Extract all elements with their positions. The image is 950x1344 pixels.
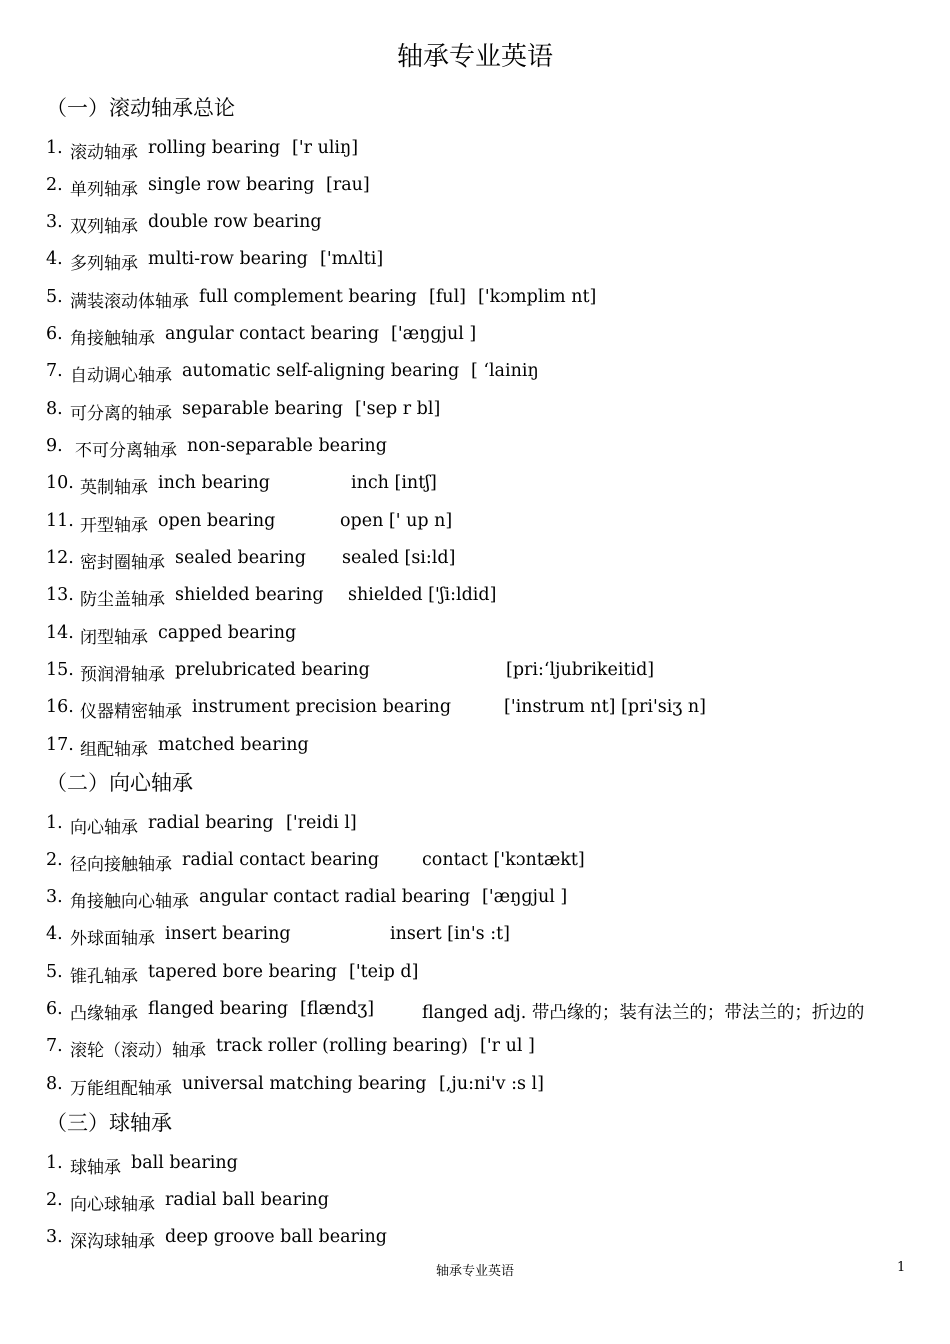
term-entry bbox=[46, 962, 906, 986]
term-chinese: 外球面轴承 bbox=[70, 929, 155, 949]
term-english: prelubricated bearing bbox=[175, 660, 370, 680]
term-pronunciation: [,ju:ni'v :s l] bbox=[439, 1074, 544, 1094]
term-entry bbox=[46, 1227, 906, 1251]
term-pronunciation: ['reidi l] bbox=[286, 813, 357, 833]
term-pronunciation: [ful] bbox=[429, 287, 466, 307]
term-chinese: 凸缘轴承 bbox=[70, 1004, 138, 1024]
term-english: single row bearing bbox=[148, 175, 315, 195]
term-chinese: 双列轴承 bbox=[70, 217, 138, 237]
term-number: 8. bbox=[46, 1074, 63, 1094]
term-entry bbox=[46, 887, 906, 911]
term-entry bbox=[46, 1036, 906, 1060]
term-chinese: 滚轮（滚动）轴承 bbox=[70, 1041, 206, 1061]
term-chinese: 向心球轴承 bbox=[70, 1195, 155, 1215]
term-english: ball bearing bbox=[131, 1153, 238, 1173]
term-entry bbox=[46, 924, 906, 948]
term-entry bbox=[46, 511, 906, 535]
term-number: 7. bbox=[46, 1036, 63, 1056]
term-number: 3. bbox=[46, 887, 63, 907]
term-pronunciation: ['instrum nt] [pri'siʒ n] bbox=[504, 697, 706, 717]
term-english: non-separable bearing bbox=[187, 436, 387, 456]
term-number: 10. bbox=[46, 473, 74, 493]
term-number: 2. bbox=[46, 1190, 63, 1210]
term-chinese: 预润滑轴承 bbox=[80, 665, 165, 685]
term-pronunciation: shielded ['ʃi:ldid] bbox=[348, 585, 497, 605]
term-number: 6. bbox=[46, 999, 63, 1019]
term-number: 2. bbox=[46, 850, 63, 870]
term-pronunciation: insert [in's :t] bbox=[390, 924, 510, 944]
term-chinese: 不可分离轴承 bbox=[75, 441, 177, 461]
term-entry bbox=[46, 735, 906, 759]
term-entry bbox=[46, 138, 906, 162]
term-english: inch bearing bbox=[158, 473, 270, 493]
term-entry bbox=[46, 361, 906, 385]
term-pronunciation: [pri:‘ljubrikeitid] bbox=[506, 660, 655, 680]
term-entry bbox=[46, 1190, 906, 1214]
term-chinese: 单列轴承 bbox=[70, 180, 138, 200]
term-number: 16. bbox=[46, 697, 74, 717]
term-english: open bearing bbox=[158, 511, 276, 531]
term-english: radial ball bearing bbox=[165, 1190, 330, 1210]
term-pronunciation: ['æŋɡjul ] bbox=[482, 887, 568, 907]
term-english: full complement bearing bbox=[199, 287, 417, 307]
term-entry bbox=[46, 324, 906, 348]
footer-title: 轴承专业英语 bbox=[435, 1264, 514, 1279]
term-english: capped bearing bbox=[158, 623, 297, 643]
term-number: 2. bbox=[46, 175, 63, 195]
term-entry bbox=[46, 813, 906, 837]
term-entry bbox=[46, 287, 906, 311]
term-english: angular contact bearing bbox=[165, 324, 380, 344]
term-entry bbox=[46, 548, 906, 572]
term-number: 11. bbox=[46, 511, 74, 531]
term-number: 14. bbox=[46, 623, 74, 643]
term-number: 17. bbox=[46, 735, 74, 755]
term-pronunciation: ['teip d] bbox=[349, 962, 419, 982]
term-number: 5. bbox=[46, 962, 63, 982]
term-english: angular contact radial bearing bbox=[199, 887, 471, 907]
term-entry bbox=[46, 436, 906, 460]
term-chinese: 自动调心轴承 bbox=[70, 366, 172, 386]
term-entry bbox=[46, 399, 906, 423]
term-number: 3. bbox=[46, 212, 63, 232]
term-chinese: 角接触向心轴承 bbox=[70, 892, 189, 912]
section-heading: （一）滚动轴承总论 bbox=[46, 96, 235, 120]
term-pronunciation: ['r uliŋ] bbox=[292, 138, 359, 158]
term-chinese: 满装滚动体轴承 bbox=[70, 292, 189, 312]
term-chinese: 球轴承 bbox=[70, 1158, 121, 1178]
term-english: track roller (rolling bearing) bbox=[216, 1036, 468, 1056]
term-pronunciation: flanged adj. 带凸缘的；装有法兰的；带法兰的；折边的 bbox=[422, 1003, 865, 1023]
term-entry bbox=[46, 473, 906, 497]
term-pronunciation: ['r ul ] bbox=[480, 1036, 535, 1056]
term-entry bbox=[46, 1153, 906, 1177]
term-number: 6. bbox=[46, 324, 63, 344]
term-english: sealed bearing bbox=[175, 548, 306, 568]
term-number: 1. bbox=[46, 813, 63, 833]
term-number: 8. bbox=[46, 399, 63, 419]
term-pronunciation: sealed [si:ld] bbox=[342, 548, 456, 568]
term-chinese: 向心轴承 bbox=[70, 818, 138, 838]
term-entry bbox=[46, 212, 906, 236]
term-chinese: 滚动轴承 bbox=[70, 143, 138, 163]
term-english: shielded bearing bbox=[175, 585, 324, 605]
term-chinese: 锥孔轴承 bbox=[70, 967, 138, 987]
term-number: 1. bbox=[46, 1153, 63, 1173]
term-english: multi-row bearing bbox=[148, 249, 308, 269]
term-english: universal matching bearing bbox=[182, 1074, 427, 1094]
term-chinese: 可分离的轴承 bbox=[70, 404, 172, 424]
term-chinese: 组配轴承 bbox=[80, 740, 148, 760]
term-english: insert bearing bbox=[165, 924, 291, 944]
term-chinese: 仪器精密轴承 bbox=[80, 702, 182, 722]
term-chinese: 径向接触轴承 bbox=[70, 855, 172, 875]
term-pronunciation: [rau] bbox=[326, 175, 370, 195]
term-chinese: 深沟球轴承 bbox=[70, 1232, 155, 1252]
term-number: 7. bbox=[46, 361, 63, 381]
term-chinese: 开型轴承 bbox=[80, 516, 148, 536]
term-english: deep groove ball bearing bbox=[165, 1227, 387, 1247]
term-english: flanged bearing bbox=[148, 999, 289, 1019]
term-entry bbox=[46, 249, 906, 273]
term-chinese: 多列轴承 bbox=[70, 254, 138, 274]
term-pronunciation: ['kɔmplim nt] bbox=[478, 287, 597, 307]
term-english: rolling bearing bbox=[148, 138, 281, 158]
term-english: tapered bore bearing bbox=[148, 962, 337, 982]
term-entry bbox=[46, 175, 906, 199]
term-pronunciation: inch [intʃ] bbox=[351, 473, 437, 493]
term-pronunciation: ['mʌlti] bbox=[320, 249, 384, 269]
term-number: 9. bbox=[46, 436, 63, 456]
term-entry bbox=[46, 660, 906, 684]
term-entry bbox=[46, 850, 906, 874]
term-entry bbox=[46, 697, 906, 721]
term-chinese: 角接触轴承 bbox=[70, 329, 155, 349]
term-number: 5. bbox=[46, 287, 63, 307]
term-entry bbox=[46, 585, 906, 609]
term-number: 4. bbox=[46, 249, 63, 269]
term-chinese: 闭型轴承 bbox=[80, 628, 148, 648]
term-english: separable bearing bbox=[182, 399, 343, 419]
term-chinese: 密封圈轴承 bbox=[80, 553, 165, 573]
term-english: double row bearing bbox=[148, 212, 322, 232]
term-number: 4. bbox=[46, 924, 63, 944]
term-pronunciation: open [' up n] bbox=[340, 511, 453, 531]
term-chinese: 英制轴承 bbox=[80, 478, 148, 498]
term-entry bbox=[46, 1074, 906, 1098]
section-heading: （二）向心轴承 bbox=[46, 771, 193, 795]
term-number: 1. bbox=[46, 138, 63, 158]
term-english: automatic self-aligning bearing bbox=[182, 361, 460, 381]
term-chinese: 万能组配轴承 bbox=[70, 1079, 172, 1099]
term-number: 13. bbox=[46, 585, 74, 605]
page-title: 轴承专业英语 bbox=[396, 42, 553, 72]
term-number: 3. bbox=[46, 1227, 63, 1247]
term-english: radial contact bearing bbox=[182, 850, 380, 870]
term-pronunciation: [flændʒ] bbox=[300, 999, 375, 1019]
term-entry bbox=[46, 623, 906, 647]
term-entry bbox=[46, 999, 906, 1023]
page-number: 1 bbox=[897, 1260, 906, 1275]
term-pronunciation: [ ‘lainiŋ bbox=[471, 361, 539, 381]
term-number: 15. bbox=[46, 660, 74, 680]
term-number: 12. bbox=[46, 548, 74, 568]
term-pronunciation: ['sep r bl] bbox=[355, 399, 441, 419]
term-english: radial bearing bbox=[148, 813, 274, 833]
section-heading: （三）球轴承 bbox=[46, 1111, 172, 1135]
term-chinese: 防尘盖轴承 bbox=[80, 590, 165, 610]
term-pronunciation: ['æŋɡjul ] bbox=[391, 324, 477, 344]
term-english: instrument precision bearing bbox=[192, 697, 452, 717]
term-english: matched bearing bbox=[158, 735, 309, 755]
term-pronunciation: contact ['kɔntækt] bbox=[422, 850, 585, 870]
